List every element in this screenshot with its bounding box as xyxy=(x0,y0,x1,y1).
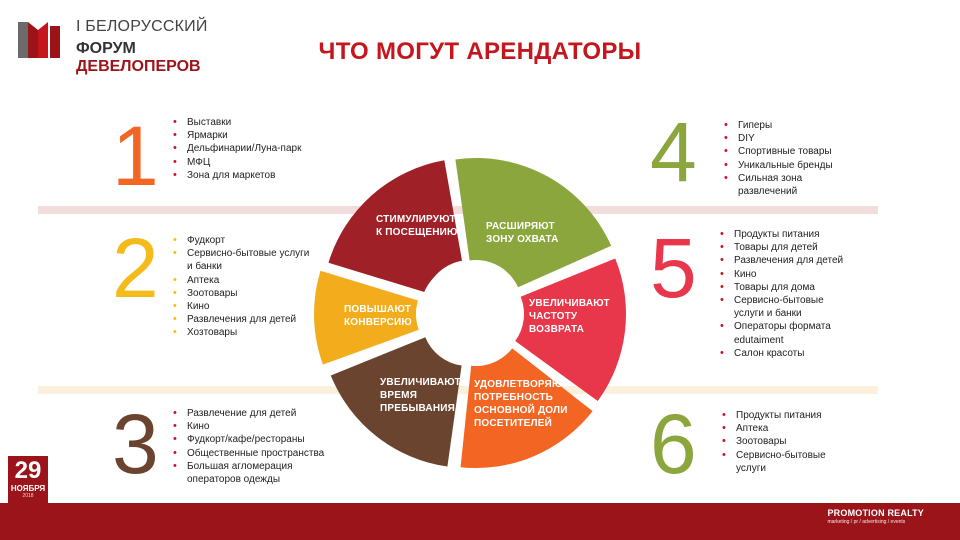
list-item: • Развлечения для детей xyxy=(720,254,850,267)
list-item: • Фудкорт/кафе/рестораны xyxy=(173,433,333,446)
list-item: • Фудкорт xyxy=(173,234,313,247)
date-day: 29 xyxy=(14,457,42,484)
list-item: • Аптека xyxy=(722,422,852,435)
list-item: • МФЦ xyxy=(173,156,323,169)
list-item: • Аптека xyxy=(173,274,313,287)
list-item: • Сервисно-бытовые услуги и банки xyxy=(173,247,313,273)
list-item: • Сервисно-бытовые услуги xyxy=(722,449,852,475)
list-item: • Операторы формата edutaiment xyxy=(720,320,850,346)
list-item: • Продукты питания xyxy=(720,228,850,241)
wheel-label-stimulate: СТИМУЛИРУЮТ К ПОСЕЩЕНИЮ xyxy=(376,214,458,238)
list-item: • Продукты питания xyxy=(722,409,852,422)
wheel-label-conversion: ПОВЫШАЮТ КОНВЕРСИЮ xyxy=(344,304,412,328)
list-item: • Товары для детей xyxy=(720,241,850,254)
list-item: • Кино xyxy=(173,300,313,313)
group-number-2: 2 xyxy=(112,221,159,315)
date-year: 2018 xyxy=(22,493,34,499)
footer-brand xyxy=(827,508,924,525)
wheel-label-satisfy: УДОВЛЕТВОРЯЮТ ПОТРЕБНОСТЬ ОСНОВНОЙ ДОЛИ ПОСЕТИТЕЛЕЙ xyxy=(474,379,569,429)
list-item: • Хозтовары xyxy=(173,326,313,339)
list-item: • Большая агломерация операторов одежды xyxy=(173,460,333,486)
list-item: • Кино xyxy=(720,268,850,281)
list-item: • Кино xyxy=(173,420,333,433)
list-item: • Салон красоты xyxy=(720,347,850,360)
footer-brand-name: PROMOTION REALTY xyxy=(827,508,924,518)
date-month: НОЯБРЯ xyxy=(10,484,46,493)
list-item: • Ярмарки xyxy=(173,129,323,142)
list-item: • Спортивные товары xyxy=(724,145,844,158)
list-item: • Сервисно-бытовые услуги и банки xyxy=(720,294,850,320)
list-item: • Сильная зона развлечений xyxy=(724,172,844,198)
wheel-label-time: УВЕЛИЧИВАЮТ ВРЕМЯ ПРЕБЫВАНИЯ xyxy=(380,377,461,414)
group-number-4: 4 xyxy=(650,105,697,199)
list-item: • Товары для дома xyxy=(720,281,850,294)
list-item: • Развлечения для детей xyxy=(173,313,313,326)
logo-text-forum: ФОРУМ xyxy=(76,40,136,57)
list-item: • Развлечение для детей xyxy=(173,407,333,420)
list-item: • Зоотовары xyxy=(173,287,313,300)
list-item: • Зона для маркетов xyxy=(173,169,323,182)
list-item: • Выставки xyxy=(173,116,323,129)
list-item: • DIY xyxy=(724,132,844,145)
wheel-label-expand: РАСШИРЯЮТ ЗОНУ ОХВАТА xyxy=(486,221,559,245)
group-number-5: 5 xyxy=(650,221,697,315)
group-number-6: 6 xyxy=(650,397,697,491)
logo-text-developers: ДЕВЕЛОПЕРОВ xyxy=(76,58,201,75)
list-item: • Общественные пространства xyxy=(173,447,333,460)
list-item: • Зоотовары xyxy=(722,435,852,448)
list-item: • Дельфинарии/Луна-парк xyxy=(173,142,323,155)
list-item: • Уникальные бренды xyxy=(724,159,844,172)
wheel-label-frequency: УВЕЛИЧИВАЮТ ЧАСТОТУ ВОЗВРАТА xyxy=(529,298,610,335)
group-number-3: 3 xyxy=(112,397,159,491)
logo-text-line1: І БЕЛОРУССКИЙ xyxy=(76,18,208,35)
list-item: • Гиперы xyxy=(724,119,844,132)
footer-bar xyxy=(0,503,960,540)
wheel-center-hole xyxy=(420,262,520,362)
group-number-1: 1 xyxy=(112,109,159,203)
page-title: ЧТО МОГУТ АРЕНДАТОРЫ xyxy=(318,38,642,65)
footer-brand-tagline: marketing / pr / advertising / events xyxy=(827,519,906,525)
